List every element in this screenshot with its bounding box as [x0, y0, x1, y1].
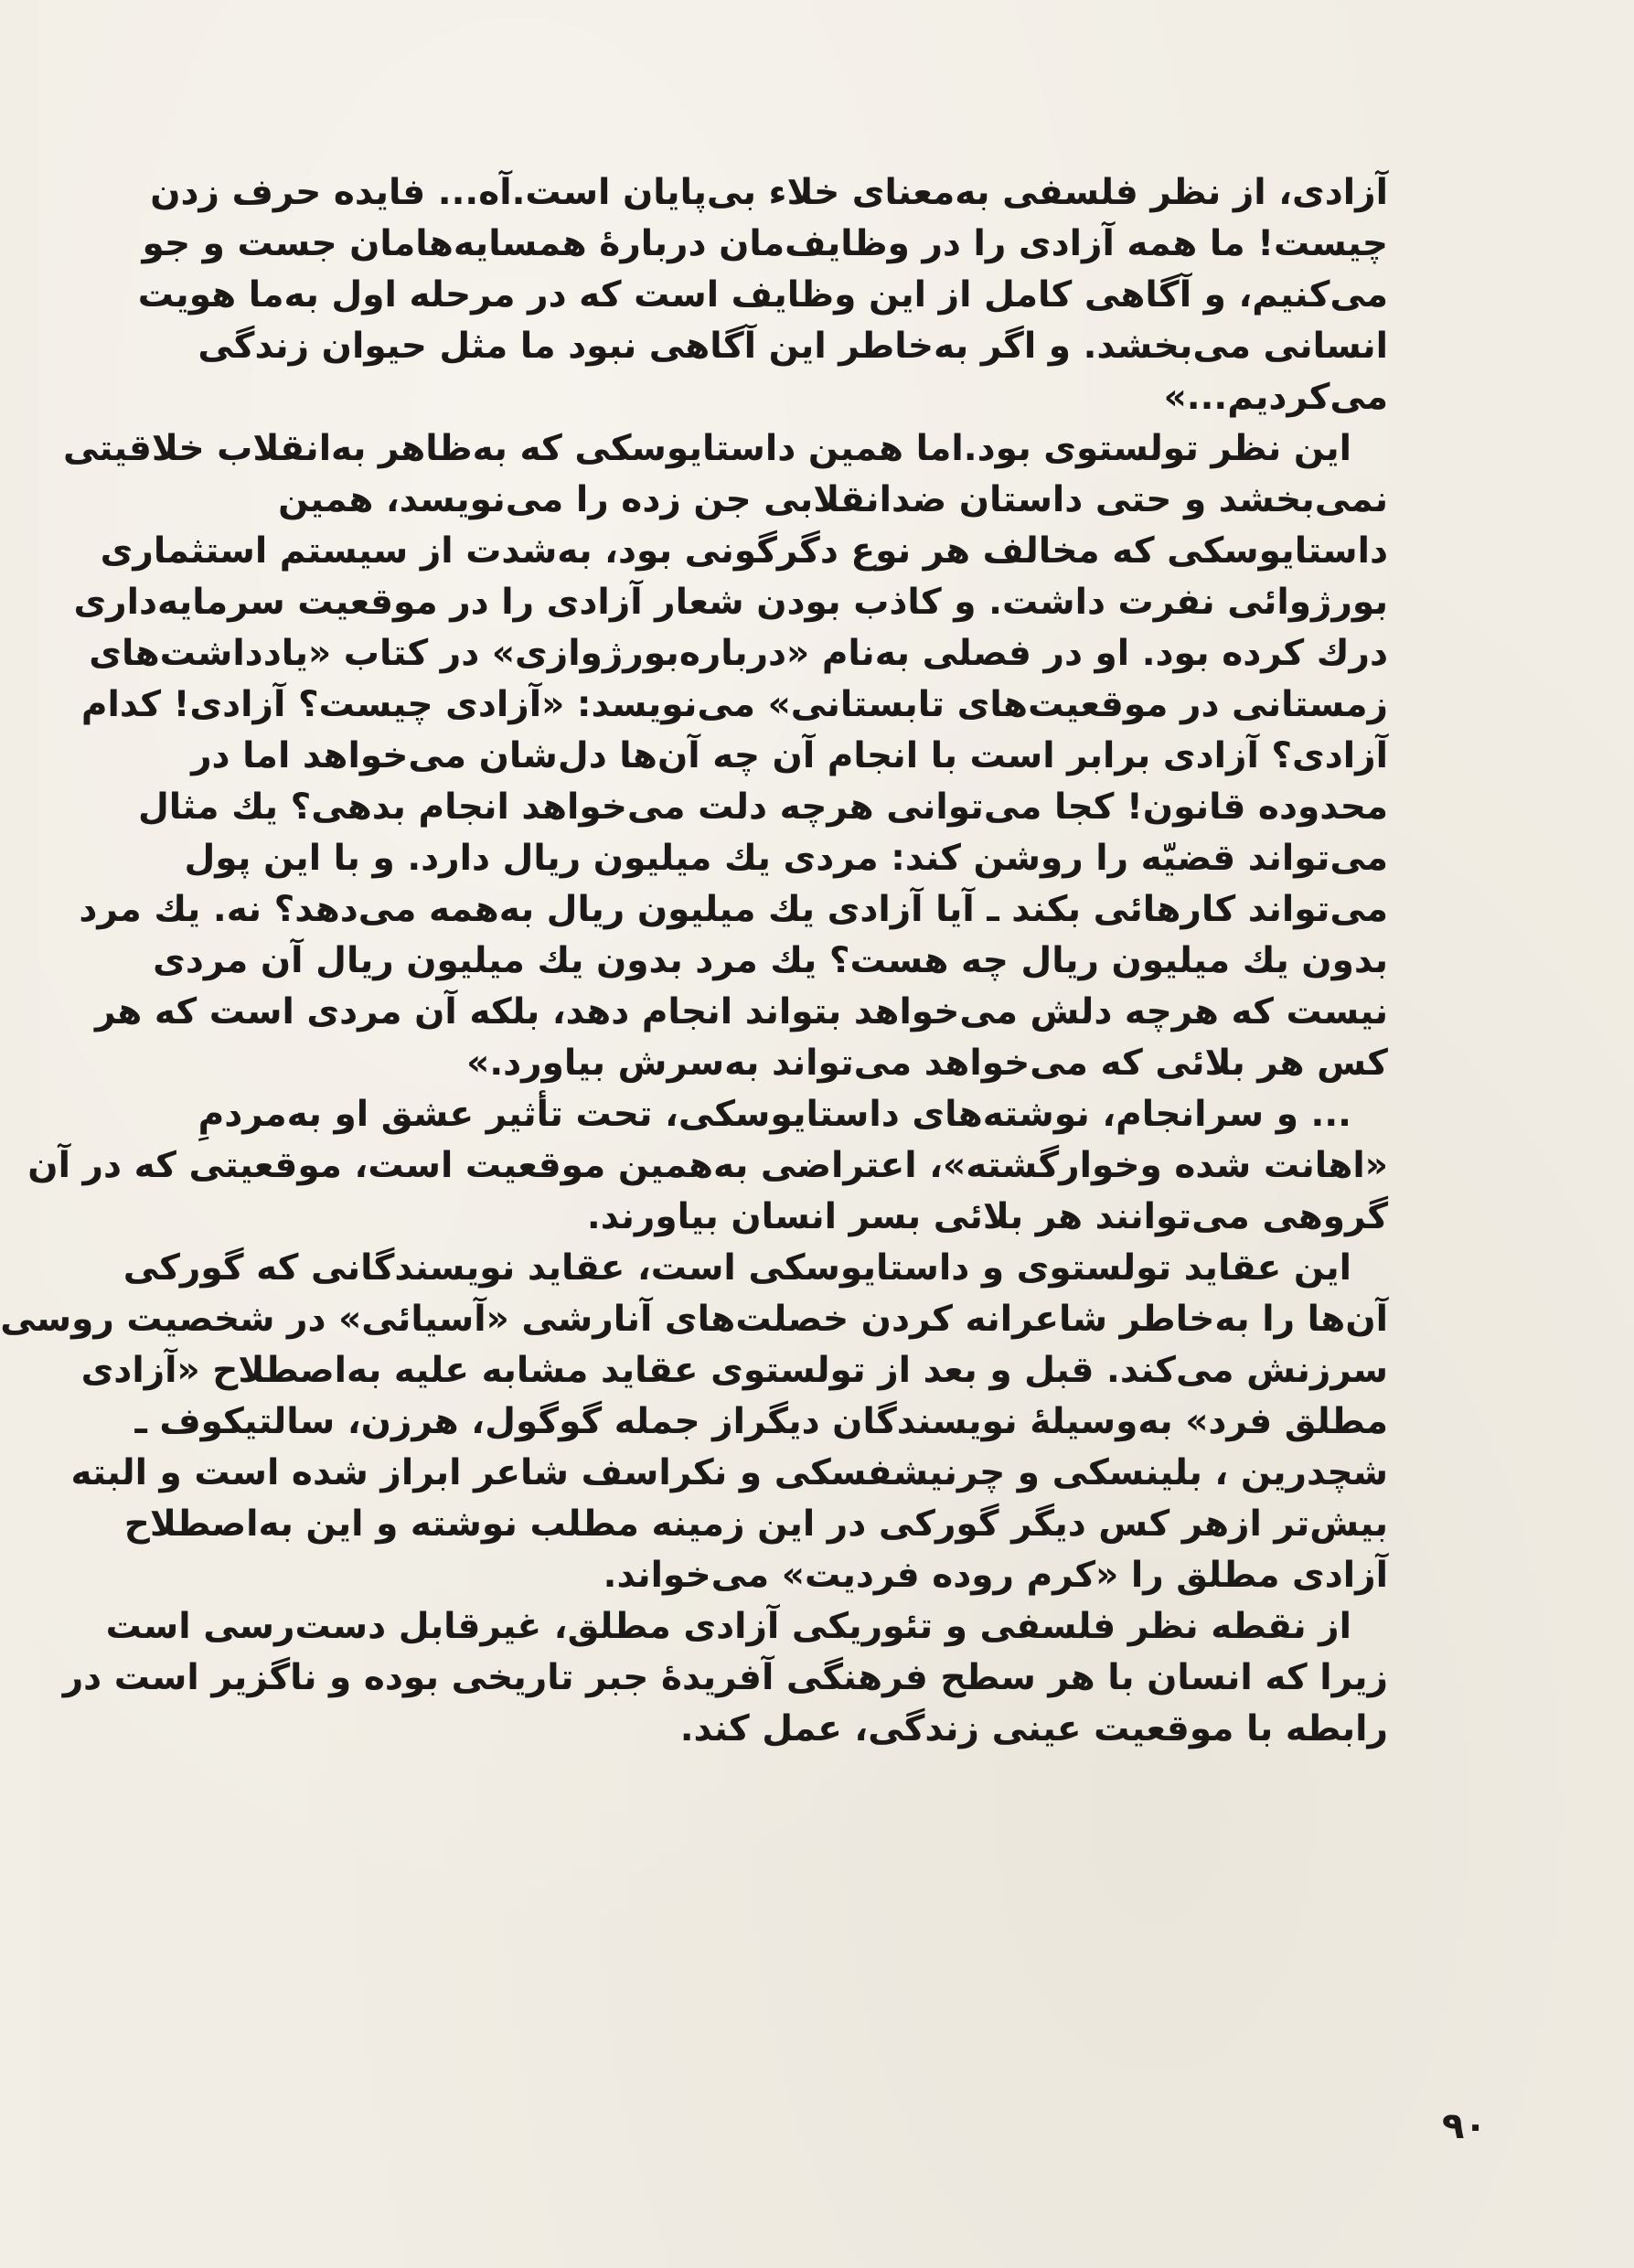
- paragraph: [63, 423, 1388, 1089]
- body-text: [0, 167, 1388, 1755]
- text-line: کس هر بلائی که می‌خواهد می‌تواند به‌سرش بیاورد.»: [466, 1043, 1388, 1084]
- text-line: نیست که هرچه دلش می‌خواهد بتواند انجام دهد، بلکه آن مردی است که هر: [95, 991, 1388, 1032]
- text-line: می‌کردیم...»: [1163, 377, 1388, 418]
- text-line: نمی‌بخشد و حتی داستان ضدانقلابی جن زده را می‌نویسد، همین: [278, 479, 1388, 520]
- text-line: می‌تواند کارهائی بکند ـ آیا آزادی یك میلیون ریال به‌همه می‌دهد؟ نه. یك مرد: [79, 889, 1388, 930]
- text-line: بدون یك میلیون ریال چه هست؟ یك مرد بدون یك میلیون ریال آن مردی: [153, 940, 1388, 981]
- text-line: بورژوائی نفرت داشت. و کاذب بودن شعار آزادی را در موقعیت سرمایه‌داری: [73, 582, 1388, 623]
- text-line: زیرا که انسان با هر سطح فرهنگی آفریدهٔ جبر تاریخی بوده و ناگزیر است در: [62, 1657, 1388, 1698]
- text-line: شچدرین ، بلینسکی و چرنیشفسکی و نکراسف شاعر ابراز شده است و البته: [70, 1452, 1388, 1493]
- text-line: این نظر تولستوی بود.اما همین داستایوسکی که به‌ظاهر به‌انقلاب خلاقیتی: [63, 428, 1351, 469]
- text-line: ... و سرانجام، نوشته‌های داستایوسکی، تحت تأثیر عشق او به‌مردمِ: [198, 1094, 1351, 1135]
- text-line: داستایوسکی که مخالف هر نوع دگرگونی بود، به‌شدت از سیستم استثماری: [100, 530, 1388, 572]
- text-line: رابطه با موقعیت عینی زندگی، عمل کند.: [679, 1708, 1388, 1749]
- text-line: می‌کنیم، و آگاهی کامل از این وظایف است که در مرحله اول به‌ما هویت: [137, 274, 1388, 316]
- text-line: می‌تواند قضیّه را روشن کند: مردی یك میلیون ریال دارد. و با این پول: [184, 838, 1388, 879]
- text-line: محدوده قانون! کجا می‌توانی هرچه دلت می‌خواهد انجام بدهی؟ یك مثال: [137, 786, 1388, 828]
- text-line: آزادی؟ آزادی برابر است با انجام آن چه آن‌ها دل‌شان می‌خواهد اما در: [191, 735, 1388, 776]
- text-line: آزادی، از نظر فلسفی به‌معنای خلاء بی‌پایان است.آه... فایده حرف زدن: [150, 172, 1388, 213]
- text-line: گروهی می‌توانند هر بلائی بسر انسان بیاورند.: [586, 1196, 1388, 1237]
- text-line: «اهانت شده وخوارگشته»، اعتراضی به‌همین موقعیت است، موقعیتی که در آن: [27, 1145, 1388, 1186]
- text-line: آزادی مطلق را «کرم روده فردیت» می‌خواند.: [603, 1555, 1388, 1596]
- text-line: زمستانی در موقعیت‌های تابستانی» می‌نویسد: «آزادی چیست؟ آزادی! کدام: [80, 684, 1388, 725]
- text-line: این عقاید تولستوی و داستایوسکی است، عقاید نویسندگانی که گورکی: [123, 1247, 1351, 1289]
- paragraph: [0, 1243, 1388, 1601]
- paragraph: [27, 1089, 1388, 1243]
- text-line: چیست! ما همه آزادی را در وظایف‌مان دربارهٔ همسایه‌هامان جست و جو: [142, 223, 1388, 264]
- text-line: درك کرده بود. او در فصلی به‌نام «درباره‌بورژوازی» در کتاب «یادداشت‌های: [89, 633, 1388, 674]
- paragraph: [62, 1601, 1388, 1755]
- text-line: از نقطه نظر فلسفی و تئوریکی آزادی مطلق، غیرقابل دست‌رسی است: [105, 1606, 1351, 1647]
- text-line: مطلق فرد» به‌وسیلهٔ نویسندگان دیگراز جمله گوگول، هرزن، سالتیکوف ـ: [134, 1401, 1388, 1442]
- text-line: آن‌ها را به‌خاطر شاعرانه کردن خصلت‌های آنارشی «آسیائی» در شخصیت روسی: [0, 1299, 1388, 1340]
- text-line: بیش‌تر ازهر کس دیگر گورکی در این زمینه مطلب نوشته و این به‌اصطلاح: [123, 1503, 1388, 1545]
- text-line: انسانی می‌بخشد. و اگر به‌خاطر این آگاهی نبود ما مثل حیوان زندگی: [198, 326, 1388, 367]
- paragraph: [137, 167, 1388, 423]
- page-number: ۹۰: [1442, 2105, 1487, 2147]
- text-line: سرزنش می‌کند. قبل و بعد از تولستوی عقاید مشابه علیه به‌اصطلاح «آزادی: [80, 1350, 1388, 1391]
